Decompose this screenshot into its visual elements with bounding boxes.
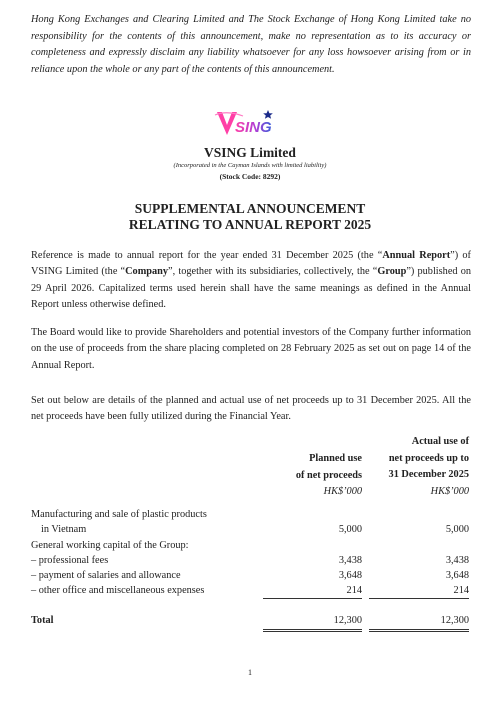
vsing-logo (213, 109, 289, 139)
table-row-label: in Vietnam (41, 524, 87, 535)
table-row-label: – other office and miscellaneous expenses (31, 585, 205, 596)
total-double-rule-planned-top (263, 629, 362, 630)
planned-header-line-1: Planned use (309, 453, 362, 464)
actual-header-line-2: net proceeds up to (388, 452, 469, 464)
table-cell-actual: 3,648 (445, 570, 469, 581)
p1-part-e: ”, together with its subsidiaries, collectively, the “ (168, 266, 378, 278)
table-cell-actual: 214 (453, 585, 469, 596)
incorporation-note: (Incorporated in the Cayman Islands with limited liability) (173, 162, 327, 169)
table-cell-actual: 5,000 (445, 524, 469, 535)
actual-header-line-1: Actual use of (411, 436, 469, 447)
title-line-1: SUPPLEMENTAL ANNOUNCEMENT (134, 201, 366, 216)
total-planned: 12,300 (333, 615, 362, 626)
page-number: 1 (248, 668, 252, 677)
term-company: Company (125, 266, 169, 278)
stock-code: (Stock Code: 8292) (219, 172, 281, 181)
company-name: VSING Limited (204, 145, 296, 160)
paragraph-reference (31, 248, 471, 314)
table-cell-planned: 3,438 (338, 555, 362, 566)
total-label: Total (31, 615, 54, 626)
table-cell-planned: 5,000 (338, 524, 362, 535)
term-annual-report: Annual Report (382, 250, 451, 261)
p1-part-a: Reference is made to annual report for the year ended 31 December 2025 (the “ (31, 250, 383, 261)
column-header-actual (376, 434, 469, 500)
table-cell-planned: 214 (346, 585, 362, 596)
table-cell-planned: 3,648 (338, 570, 362, 581)
column-header-planned (270, 451, 362, 501)
paragraph-details: Set out below are details of the planned and actual use of net proceeds up to 31 December 2025. All the net proceeds have been fully utilized during the Financial Year. (31, 395, 471, 423)
actual-unit: HK$’000 (430, 485, 469, 497)
announcement-title (0, 201, 500, 233)
planned-header-line-2: of net proceeds (295, 469, 362, 481)
table-row-label: General working capital of the Group: (31, 540, 189, 551)
total-double-rule-planned-bottom (263, 631, 362, 632)
table-row-label: – payment of salaries and allowance (31, 570, 181, 581)
total-actual: 12,300 (440, 615, 469, 626)
disclaimer-text: Hong Kong Exchanges and Clearing Limited and The Stock Exchange of Hong Kong Limited take no responsibility for the contents of this announcement, make no representation as to its accuracy or completeness and expressly disclaim any liability whatsoever for any loss howsoever arising from or in reliance upon the whole or any part of the contents of this announcement. (31, 14, 471, 75)
subtotal-rule-actual (369, 598, 469, 599)
table-row-label: – professional fees (31, 555, 109, 566)
total-double-rule-actual-top (369, 629, 469, 630)
planned-unit: HK$’000 (323, 486, 362, 497)
table-cell-actual: 3,438 (445, 555, 469, 566)
table-row-label: Manufacturing and sale of plastic products (31, 509, 207, 520)
p1-part-g: ”) published on 29 April 2026. Capitalized terms used herein shall have the same meanings as defined in the Annual Report unless otherwise defined. (31, 266, 471, 311)
subtotal-rule-planned (263, 598, 362, 599)
paragraph-board: The Board would like to provide Shareholders and potential investors of the Company further information on the use of proceeds from the share placing completed on 28 February 2025 as set out on page 14 of the Annual Report. (31, 327, 471, 371)
total-double-rule-actual-bottom (369, 631, 469, 632)
p1-part-c: ”) of VSING Limited (the “ (31, 250, 471, 278)
actual-header-line-3: 31 December 2025 (388, 469, 469, 480)
term-group: Group (377, 266, 407, 278)
title-line-2: RELATING TO ANNUAL REPORT 2025 (128, 217, 372, 232)
svg-text:SING: SING (235, 119, 272, 136)
